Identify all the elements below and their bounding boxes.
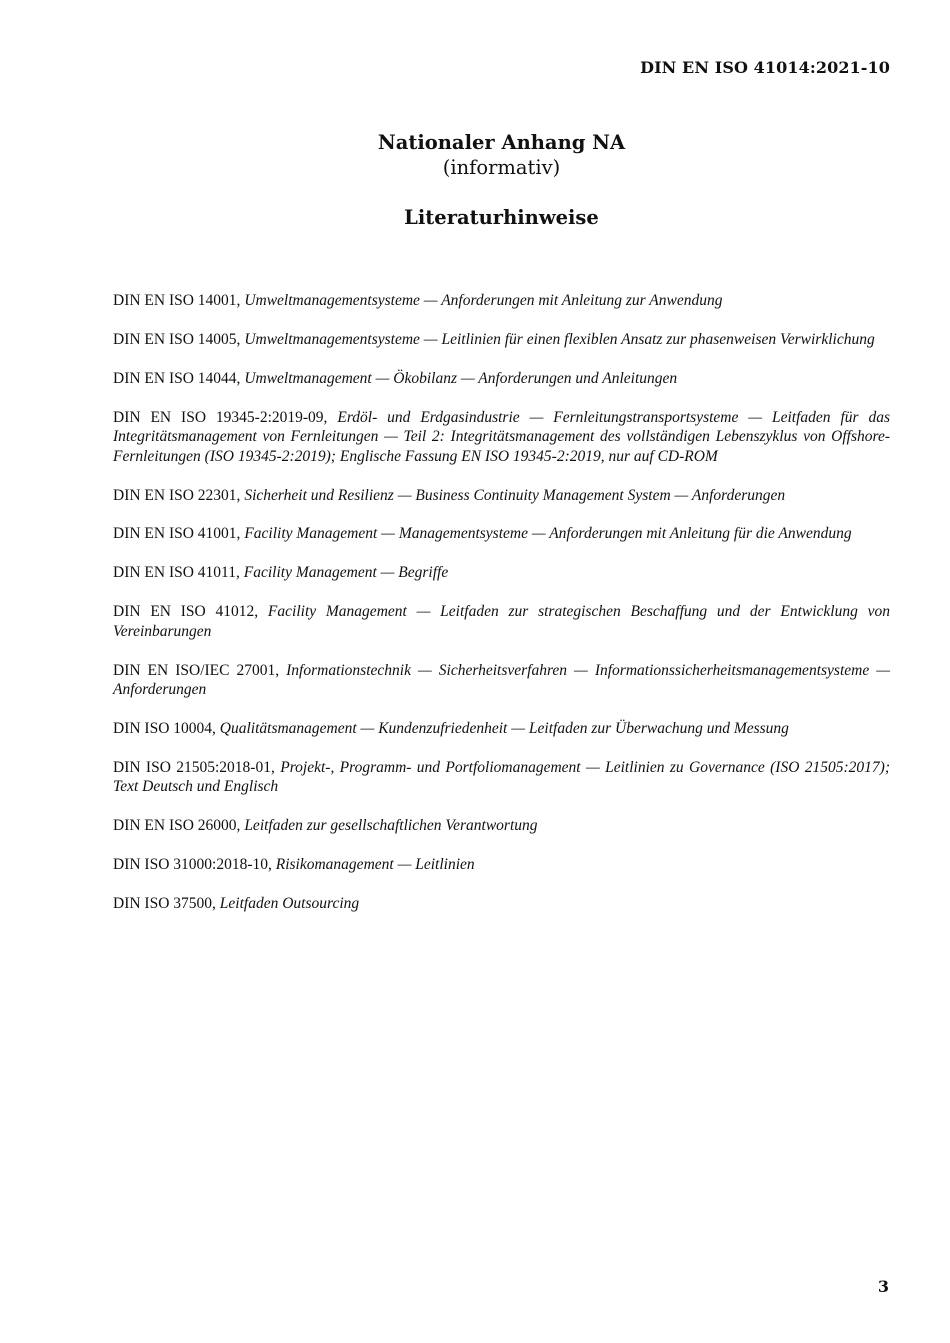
reference-title: Risikomanagement — Leitlinien (275, 856, 475, 874)
reference-title: Erdöl- und Erdgasindustrie — Fernleitungstransportsysteme — Leitfaden für das Integritätsmanagement von Fernleitungen — Teil 2: Integritätsmanagement des vollständigen Lebenszyklus von Offshore-Fernleitungen (ISO 19345-2:2019); Englische Fassung EN ISO 19345-2:2019, nur auf CD-ROM (113, 408, 890, 465)
reference-list (113, 291, 890, 933)
reference-item (113, 719, 890, 739)
reference-code: DIN EN ISO 19345-2:2019-09, (113, 408, 328, 426)
reference-code: DIN EN ISO 26000, (113, 817, 241, 835)
reference-code: DIN EN ISO 41012, (113, 603, 259, 621)
reference-item (113, 661, 890, 700)
reference-item (113, 486, 890, 506)
reference-item (113, 563, 890, 583)
reference-item (113, 408, 890, 467)
reference-code: DIN EN ISO 14005, (113, 330, 241, 348)
section-heading: Literaturhinweise (404, 206, 599, 229)
reference-code: DIN EN ISO 14001, (113, 292, 241, 309)
reference-code: DIN EN ISO 14044, (113, 369, 241, 387)
reference-title: Sicherheit und Resilienz — Business Continuity Management System — Anforderungen (244, 486, 786, 504)
reference-code: DIN ISO 37500, (113, 895, 216, 913)
reference-title: Umweltmanagement — Ökobilanz — Anforderungen und Anleitungen (244, 369, 678, 387)
reference-code: DIN EN ISO 41001, (113, 525, 241, 543)
reference-code: DIN ISO 21505:2018-01, (113, 758, 275, 776)
reference-title: Projekt-, Programm- und Portfoliomanagement — Leitlinien zu Governance (ISO 21505:2017); Text Deutsch und Englisch (113, 758, 891, 796)
reference-item (113, 758, 890, 797)
reference-title: Facility Management — Leitfaden zur strategischen Beschaffung und der Entwicklung von Vereinbarungen (113, 603, 890, 640)
reference-item (113, 894, 890, 914)
reference-code: DIN EN ISO 22301, (113, 486, 241, 504)
reference-code: DIN EN ISO/IEC 27001, (113, 661, 280, 679)
document-id: DIN EN ISO 41014:2021-10 (640, 58, 890, 77)
reference-title: Leitfaden zur gesellschaftlichen Verantwortung (244, 817, 538, 835)
reference-item (113, 602, 890, 641)
reference-item (113, 330, 890, 350)
annex-subtitle: (informativ) (442, 156, 561, 179)
page-number: 3 (877, 1277, 889, 1296)
reference-code: DIN EN ISO 41011, (113, 564, 240, 582)
reference-title: Leitfaden Outsourcing (219, 895, 360, 913)
reference-title: Informationstechnik — Sicherheitsverfahren — Informationssicherheitsmanagementsysteme — Anforderungen (113, 661, 890, 699)
reference-code: DIN ISO 31000:2018-10, (113, 856, 272, 874)
annex-heading (0, 130, 950, 180)
reference-title: Umweltmanagementsysteme — Leitlinien für einen flexiblen Ansatz zur phasenweisen Verwirklichung (244, 330, 875, 348)
reference-title: Umweltmanagementsysteme — Anforderungen mit Anleitung zur Anwendung (244, 292, 723, 309)
reference-item (113, 524, 890, 544)
reference-item (113, 855, 890, 875)
reference-title: Qualitätsmanagement — Kundenzufriedenheit — Leitfaden zur Überwachung und Messung (219, 720, 789, 738)
reference-item (113, 291, 890, 311)
annex-title: Nationaler Anhang NA (377, 131, 626, 154)
reference-code: DIN ISO 10004, (113, 720, 216, 738)
reference-title: Facility Management — Begriffe (243, 564, 449, 582)
reference-item (113, 816, 890, 836)
reference-title: Facility Management — Managementsysteme — Anforderungen mit Anleitung für die Anwendung (244, 525, 852, 543)
reference-item (113, 369, 890, 389)
